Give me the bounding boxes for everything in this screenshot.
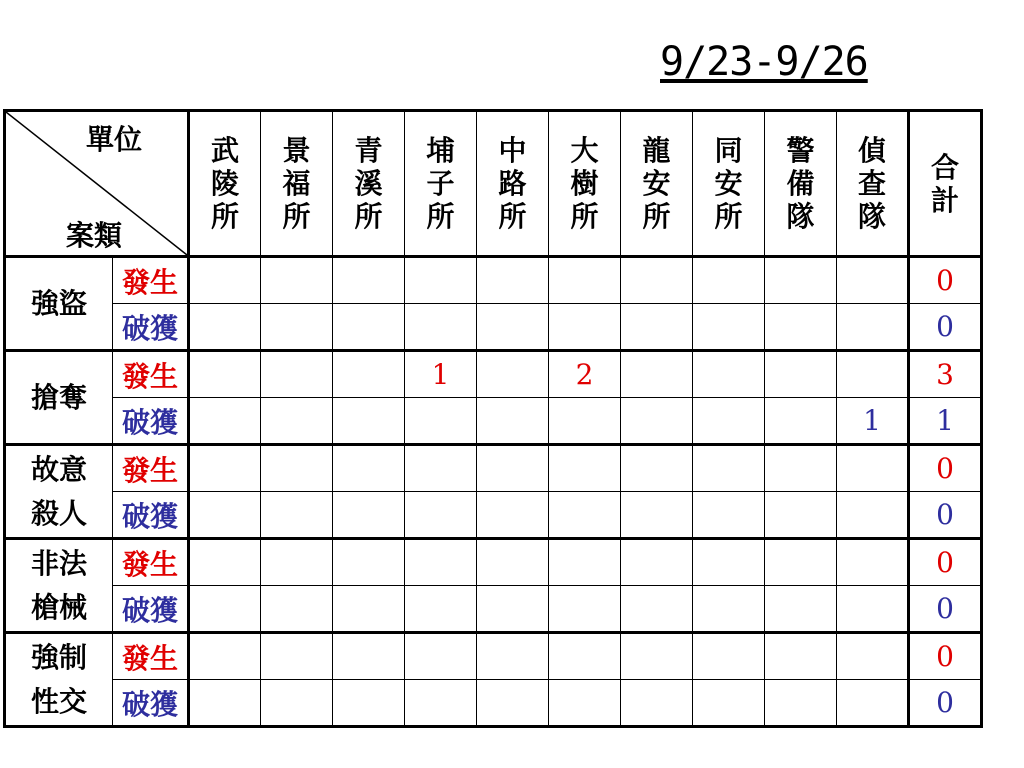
count-cell bbox=[621, 398, 693, 445]
count-cell bbox=[405, 398, 477, 445]
count-cell bbox=[477, 398, 549, 445]
category-label bbox=[5, 257, 113, 351]
column-header: 中路所 bbox=[477, 111, 549, 257]
count-cell bbox=[693, 257, 765, 304]
count-cell bbox=[477, 351, 549, 398]
total-cell: 0 bbox=[909, 539, 982, 586]
count-cell bbox=[477, 633, 549, 680]
category-label-line: 強制 bbox=[30, 640, 87, 674]
category-label bbox=[5, 445, 113, 539]
occurred-label: 發生 bbox=[113, 633, 189, 680]
count-cell bbox=[333, 304, 405, 351]
occurred-label: 發生 bbox=[113, 351, 189, 398]
count-cell bbox=[693, 539, 765, 586]
count-cell bbox=[765, 257, 837, 304]
count-cell bbox=[261, 539, 333, 586]
count-cell bbox=[621, 492, 693, 539]
count-cell bbox=[405, 680, 477, 727]
occurred-label: 發生 bbox=[113, 445, 189, 492]
column-header: 偵查隊 bbox=[837, 111, 909, 257]
total-cell: 0 bbox=[909, 633, 982, 680]
count-cell bbox=[765, 351, 837, 398]
count-cell bbox=[693, 586, 765, 633]
count-cell bbox=[837, 680, 909, 727]
category-label bbox=[5, 539, 113, 633]
solved-label: 破獲 bbox=[113, 398, 189, 445]
table-row bbox=[5, 351, 982, 398]
category-label-line: 搶奪 bbox=[30, 380, 87, 414]
count-cell bbox=[765, 398, 837, 445]
count-cell bbox=[693, 304, 765, 351]
unit-label: 單位 bbox=[86, 123, 143, 156]
count-cell bbox=[837, 539, 909, 586]
column-header: 龍安所 bbox=[621, 111, 693, 257]
date-range: 9/23-9/26 bbox=[660, 39, 868, 85]
table-row bbox=[5, 257, 982, 304]
count-cell bbox=[189, 492, 261, 539]
count-cell bbox=[261, 351, 333, 398]
count-cell: 1 bbox=[405, 351, 477, 398]
category-label-line: 故意 bbox=[30, 452, 87, 486]
count-cell bbox=[549, 586, 621, 633]
table-row bbox=[5, 586, 982, 633]
count-cell bbox=[837, 351, 909, 398]
category-label-line: 性交 bbox=[30, 684, 87, 718]
count-cell bbox=[189, 586, 261, 633]
table-row bbox=[5, 680, 982, 727]
total-cell: 0 bbox=[909, 680, 982, 727]
solved-label: 破獲 bbox=[113, 586, 189, 633]
crime-statistics-table bbox=[3, 109, 983, 728]
table-row bbox=[5, 445, 982, 492]
count-cell bbox=[189, 398, 261, 445]
category-label-line: 槍械 bbox=[30, 590, 87, 624]
count-cell bbox=[261, 633, 333, 680]
count-cell bbox=[765, 304, 837, 351]
column-header: 大樹所 bbox=[549, 111, 621, 257]
count-cell bbox=[261, 680, 333, 727]
count-cell bbox=[333, 351, 405, 398]
count-cell bbox=[261, 445, 333, 492]
count-cell bbox=[405, 304, 477, 351]
header-row bbox=[5, 111, 982, 257]
count-cell bbox=[189, 304, 261, 351]
column-header: 同安所 bbox=[693, 111, 765, 257]
count-cell bbox=[765, 586, 837, 633]
count-cell bbox=[405, 633, 477, 680]
count-cell bbox=[765, 680, 837, 727]
count-cell bbox=[693, 633, 765, 680]
count-cell bbox=[477, 586, 549, 633]
count-cell: 2 bbox=[549, 351, 621, 398]
case-type-label: 案類 bbox=[66, 219, 123, 252]
count-cell bbox=[693, 680, 765, 727]
category-label-line: 殺人 bbox=[30, 496, 87, 530]
count-cell bbox=[333, 492, 405, 539]
count-cell bbox=[621, 304, 693, 351]
column-header: 埔子所 bbox=[405, 111, 477, 257]
count-cell bbox=[405, 586, 477, 633]
column-header: 青溪所 bbox=[333, 111, 405, 257]
count-cell bbox=[261, 304, 333, 351]
count-cell bbox=[189, 445, 261, 492]
count-cell bbox=[333, 398, 405, 445]
total-column-header: 合計 bbox=[909, 111, 982, 257]
table-body bbox=[5, 257, 982, 727]
count-cell bbox=[693, 445, 765, 492]
count-cell bbox=[765, 539, 837, 586]
count-cell bbox=[333, 680, 405, 727]
count-cell bbox=[333, 633, 405, 680]
table-row bbox=[5, 304, 982, 351]
count-cell bbox=[261, 492, 333, 539]
total-cell: 0 bbox=[909, 257, 982, 304]
count-cell bbox=[837, 257, 909, 304]
column-header: 武陵所 bbox=[189, 111, 261, 257]
count-cell bbox=[837, 445, 909, 492]
table-row bbox=[5, 633, 982, 680]
count-cell bbox=[333, 445, 405, 492]
total-cell: 0 bbox=[909, 586, 982, 633]
total-cell: 3 bbox=[909, 351, 982, 398]
count-cell bbox=[621, 445, 693, 492]
count-cell bbox=[477, 257, 549, 304]
category-label bbox=[5, 633, 113, 727]
count-cell bbox=[549, 398, 621, 445]
count-cell bbox=[765, 445, 837, 492]
count-cell bbox=[621, 680, 693, 727]
count-cell bbox=[765, 633, 837, 680]
count-cell bbox=[621, 257, 693, 304]
count-cell bbox=[693, 492, 765, 539]
count-cell bbox=[333, 586, 405, 633]
count-cell bbox=[693, 398, 765, 445]
total-cell: 0 bbox=[909, 445, 982, 492]
count-cell bbox=[261, 398, 333, 445]
occurred-label: 發生 bbox=[113, 257, 189, 304]
count-cell bbox=[405, 257, 477, 304]
occurred-label: 發生 bbox=[113, 539, 189, 586]
column-header: 景福所 bbox=[261, 111, 333, 257]
count-cell bbox=[549, 680, 621, 727]
count-cell bbox=[405, 492, 477, 539]
count-cell bbox=[549, 304, 621, 351]
count-cell bbox=[549, 257, 621, 304]
count-cell bbox=[693, 351, 765, 398]
solved-label: 破獲 bbox=[113, 680, 189, 727]
count-cell bbox=[621, 586, 693, 633]
count-cell bbox=[549, 539, 621, 586]
count-cell bbox=[837, 492, 909, 539]
count-cell: 1 bbox=[837, 398, 909, 445]
category-label-line: 非法 bbox=[30, 546, 87, 580]
count-cell bbox=[477, 304, 549, 351]
count-cell bbox=[837, 633, 909, 680]
count-cell bbox=[477, 680, 549, 727]
count-cell bbox=[549, 492, 621, 539]
count-cell bbox=[477, 492, 549, 539]
count-cell bbox=[333, 539, 405, 586]
count-cell bbox=[261, 257, 333, 304]
column-header: 警備隊 bbox=[765, 111, 837, 257]
count-cell bbox=[261, 586, 333, 633]
count-cell bbox=[621, 351, 693, 398]
count-cell bbox=[837, 304, 909, 351]
count-cell bbox=[189, 539, 261, 586]
total-cell: 0 bbox=[909, 492, 982, 539]
solved-label: 破獲 bbox=[113, 304, 189, 351]
count-cell bbox=[621, 633, 693, 680]
count-cell bbox=[549, 445, 621, 492]
count-cell bbox=[549, 633, 621, 680]
table-row bbox=[5, 539, 982, 586]
count-cell bbox=[405, 539, 477, 586]
table-row bbox=[5, 398, 982, 445]
category-label-line: 強盜 bbox=[30, 286, 87, 320]
count-cell bbox=[189, 633, 261, 680]
count-cell bbox=[189, 351, 261, 398]
count-cell bbox=[333, 257, 405, 304]
total-cell: 1 bbox=[909, 398, 982, 445]
corner-header bbox=[5, 111, 189, 257]
count-cell bbox=[837, 586, 909, 633]
count-cell bbox=[621, 539, 693, 586]
count-cell bbox=[405, 445, 477, 492]
count-cell bbox=[765, 492, 837, 539]
table-row bbox=[5, 492, 982, 539]
count-cell bbox=[189, 257, 261, 304]
category-label bbox=[5, 351, 113, 445]
count-cell bbox=[189, 680, 261, 727]
count-cell bbox=[477, 539, 549, 586]
solved-label: 破獲 bbox=[113, 492, 189, 539]
count-cell bbox=[477, 445, 549, 492]
total-cell: 0 bbox=[909, 304, 982, 351]
